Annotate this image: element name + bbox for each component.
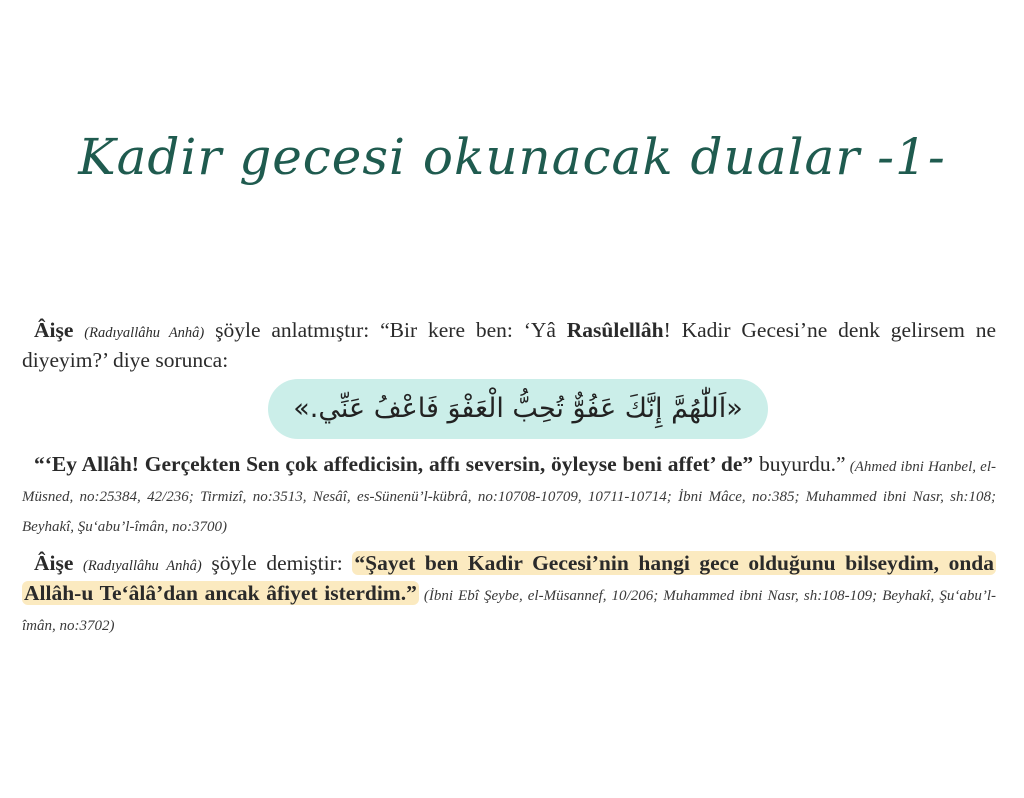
arabic-dua-text: «اَللّٰهُمَّ إِنَّكَ عَفُوٌّ تُحِبُّ الْعَفْوَ فَاعْفُ عَنِّي.» [293,393,743,424]
arabic-dua-highlight [268,379,768,439]
narrator-honorific-2: (Radıyallâhu Anhâ) [83,558,202,574]
highlighted-quote: “Şayet ben Kadir Gecesi’nin hangi gece olduğunu bilseydim, onda Allâh-u Te‘âlâ’dan ancak âfiyet isterdim.” [24,551,994,605]
prophet-name: Rasûlellâh [566,318,664,342]
narrator-honorific: (Radıyallâhu Anhâ) [84,325,205,341]
intro-text-a: şöyle anlatmıştır: “Bir kere ben: ‘Yâ [204,318,567,342]
narrator-name-2: Âişe [34,551,74,575]
second-hadith-paragraph [22,550,996,640]
page-title: Kadir gecesi okunacak dualar -1- [78,128,946,186]
hadith-intro-paragraph [22,317,996,374]
second-text-a: şöyle demiştir: [201,551,353,575]
intro-text-b: ! Kadir Gecesi’ne denk gelirsem ne diyeyim?’ diye sorunca: [22,318,996,372]
translation-tail: buyurdu.” [753,452,846,476]
narrator-name: Âişe [34,318,74,342]
hadith-translation-paragraph [22,451,996,541]
source-reference: (Ahmed ibni Hanbel, el-Müsned, no:25384, 42/236; Tirmizî, no:3513, Nesâî, es-Sünenü’l-kübrâ, no:10708-10709, 10711-10714; İbni Mâce, no:385; Muhammed ibni Nasr, sh:108; Beyhakî, Şu‘abu’l-îmân, no:3700) [22,459,996,535]
source-reference-2: (İbni Ebî Şeybe, el-Müsannef, 10/206; Muhammed ibni Nasr, sh:108-109; Beyhakî, Şu‘abu’l-îmân, no:3702) [22,588,996,634]
dua-translation: “‘Ey Allâh! Gerçekten Sen çok affedicisin, affı seversin, öyleyse beni affet’ de” [34,452,754,476]
